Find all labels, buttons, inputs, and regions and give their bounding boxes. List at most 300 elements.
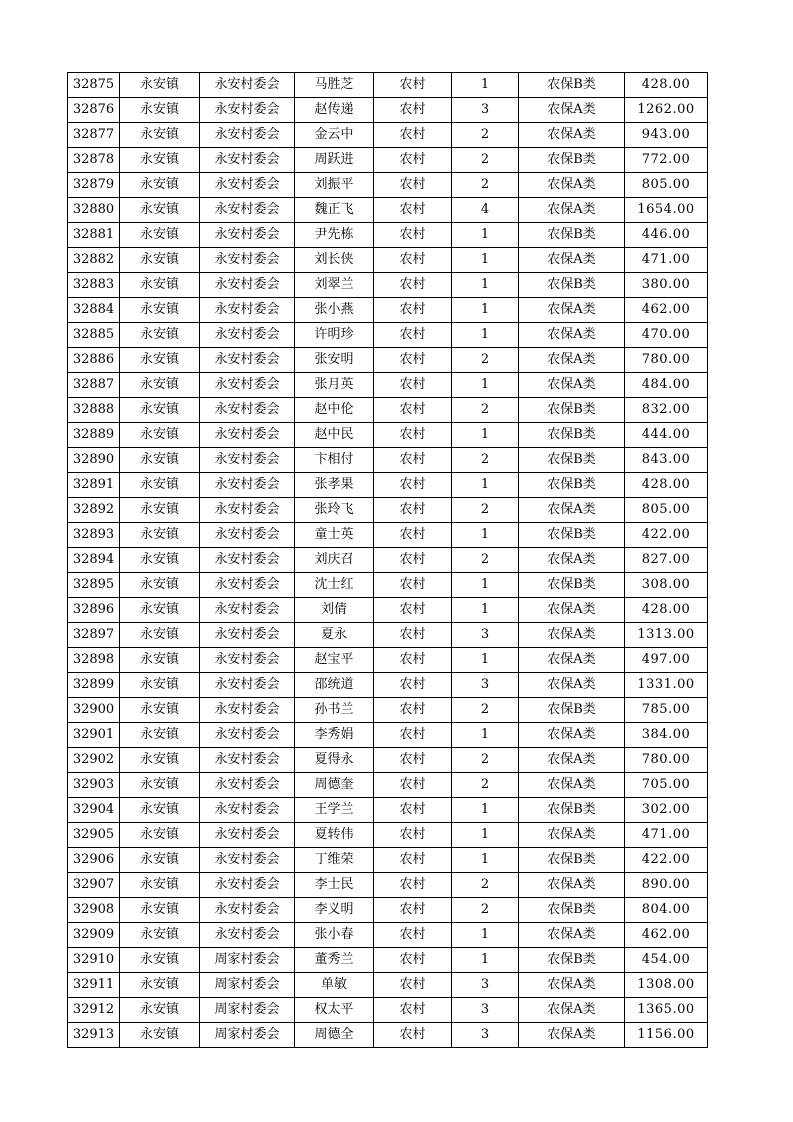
cell-category: 农保A类	[519, 748, 625, 773]
cell-category: 农保B类	[519, 273, 625, 298]
cell-village: 永安村委会	[200, 673, 295, 698]
cell-count: 1	[452, 648, 519, 673]
cell-count: 1	[452, 473, 519, 498]
cell-amount: 804.00	[625, 898, 708, 923]
cell-village: 永安村委会	[200, 923, 295, 948]
cell-village: 永安村委会	[200, 123, 295, 148]
cell-type: 农村	[374, 248, 452, 273]
cell-type: 农村	[374, 898, 452, 923]
table-row	[68, 223, 708, 248]
cell-name: 尹先栋	[295, 223, 374, 248]
cell-id: 32887	[68, 373, 120, 398]
table-row	[68, 73, 708, 98]
cell-name: 沈士红	[295, 573, 374, 598]
cell-count: 1	[452, 523, 519, 548]
table-row	[68, 798, 708, 823]
table-row	[68, 773, 708, 798]
cell-id: 32876	[68, 98, 120, 123]
table-row	[68, 1023, 708, 1048]
cell-type: 农村	[374, 998, 452, 1023]
cell-name: 张小燕	[295, 298, 374, 323]
cell-type: 农村	[374, 648, 452, 673]
cell-town: 永安镇	[120, 323, 200, 348]
cell-category: 农保B类	[519, 423, 625, 448]
cell-count: 2	[452, 548, 519, 573]
cell-town: 永安镇	[120, 823, 200, 848]
cell-count: 3	[452, 998, 519, 1023]
cell-name: 夏得永	[295, 748, 374, 773]
cell-village: 永安村委会	[200, 548, 295, 573]
cell-id: 32911	[68, 973, 120, 998]
cell-town: 永安镇	[120, 148, 200, 173]
cell-type: 农村	[374, 273, 452, 298]
cell-count: 2	[452, 398, 519, 423]
table-row	[68, 248, 708, 273]
cell-amount: 446.00	[625, 223, 708, 248]
cell-town: 永安镇	[120, 123, 200, 148]
cell-category: 农保A类	[519, 173, 625, 198]
table-row	[68, 123, 708, 148]
cell-id: 32899	[68, 673, 120, 698]
cell-type: 农村	[374, 498, 452, 523]
cell-category: 农保B类	[519, 898, 625, 923]
cell-village: 永安村委会	[200, 773, 295, 798]
cell-village: 永安村委会	[200, 448, 295, 473]
cell-village: 永安村委会	[200, 98, 295, 123]
cell-name: 刘长侠	[295, 248, 374, 273]
cell-count: 3	[452, 1023, 519, 1048]
cell-amount: 462.00	[625, 298, 708, 323]
table-row	[68, 598, 708, 623]
cell-category: 农保B类	[519, 523, 625, 548]
table-row	[68, 673, 708, 698]
cell-amount: 497.00	[625, 648, 708, 673]
cell-town: 永安镇	[120, 1023, 200, 1048]
cell-village: 永安村委会	[200, 848, 295, 873]
cell-count: 3	[452, 623, 519, 648]
cell-town: 永安镇	[120, 573, 200, 598]
cell-count: 4	[452, 198, 519, 223]
cell-name: 刘庆召	[295, 548, 374, 573]
cell-amount: 484.00	[625, 373, 708, 398]
cell-amount: 827.00	[625, 548, 708, 573]
cell-village: 永安村委会	[200, 823, 295, 848]
cell-type: 农村	[374, 773, 452, 798]
cell-category: 农保A类	[519, 648, 625, 673]
table-row	[68, 98, 708, 123]
cell-town: 永安镇	[120, 398, 200, 423]
cell-category: 农保B类	[519, 223, 625, 248]
cell-id: 32896	[68, 598, 120, 623]
cell-count: 1	[452, 923, 519, 948]
cell-id: 32878	[68, 148, 120, 173]
cell-category: 农保A类	[519, 373, 625, 398]
cell-category: 农保B类	[519, 148, 625, 173]
cell-type: 农村	[374, 673, 452, 698]
cell-count: 2	[452, 698, 519, 723]
cell-town: 永安镇	[120, 348, 200, 373]
cell-id: 32882	[68, 248, 120, 273]
cell-type: 农村	[374, 223, 452, 248]
cell-name: 周德全	[295, 1023, 374, 1048]
cell-category: 农保A类	[519, 973, 625, 998]
table-row	[68, 573, 708, 598]
cell-id: 32884	[68, 298, 120, 323]
cell-category: 农保B类	[519, 448, 625, 473]
cell-name: 李秀娟	[295, 723, 374, 748]
cell-count: 2	[452, 773, 519, 798]
cell-town: 永安镇	[120, 898, 200, 923]
cell-id: 32883	[68, 273, 120, 298]
cell-name: 张小春	[295, 923, 374, 948]
cell-village: 永安村委会	[200, 198, 295, 223]
cell-amount: 308.00	[625, 573, 708, 598]
cell-id: 32889	[68, 423, 120, 448]
cell-name: 魏正飞	[295, 198, 374, 223]
cell-village: 永安村委会	[200, 623, 295, 648]
cell-village: 永安村委会	[200, 698, 295, 723]
cell-amount: 890.00	[625, 873, 708, 898]
cell-category: 农保A类	[519, 248, 625, 273]
cell-type: 农村	[374, 398, 452, 423]
cell-village: 永安村委会	[200, 598, 295, 623]
cell-amount: 1654.00	[625, 198, 708, 223]
cell-type: 农村	[374, 948, 452, 973]
cell-amount: 428.00	[625, 73, 708, 98]
cell-town: 永安镇	[120, 923, 200, 948]
cell-id: 32906	[68, 848, 120, 873]
cell-id: 32886	[68, 348, 120, 373]
cell-town: 永安镇	[120, 848, 200, 873]
cell-category: 农保B类	[519, 698, 625, 723]
cell-amount: 780.00	[625, 348, 708, 373]
cell-id: 32903	[68, 773, 120, 798]
table-row	[68, 323, 708, 348]
table-row	[68, 473, 708, 498]
cell-type: 农村	[374, 423, 452, 448]
cell-type: 农村	[374, 823, 452, 848]
cell-amount: 1308.00	[625, 973, 708, 998]
cell-town: 永安镇	[120, 498, 200, 523]
cell-name: 马胜芝	[295, 73, 374, 98]
subsidy-roster-table	[67, 72, 708, 1048]
cell-count: 2	[452, 448, 519, 473]
cell-village: 永安村委会	[200, 323, 295, 348]
cell-category: 农保A类	[519, 123, 625, 148]
cell-name: 刘振平	[295, 173, 374, 198]
cell-amount: 471.00	[625, 823, 708, 848]
cell-type: 农村	[374, 973, 452, 998]
cell-name: 卞相付	[295, 448, 374, 473]
cell-amount: 1365.00	[625, 998, 708, 1023]
cell-village: 永安村委会	[200, 748, 295, 773]
cell-type: 农村	[374, 448, 452, 473]
table-row	[68, 973, 708, 998]
cell-count: 2	[452, 898, 519, 923]
cell-category: 农保A类	[519, 773, 625, 798]
cell-type: 农村	[374, 723, 452, 748]
cell-count: 1	[452, 723, 519, 748]
cell-name: 董秀兰	[295, 948, 374, 973]
cell-category: 农保B类	[519, 398, 625, 423]
cell-count: 2	[452, 873, 519, 898]
cell-town: 永安镇	[120, 973, 200, 998]
cell-village: 永安村委会	[200, 523, 295, 548]
cell-village: 永安村委会	[200, 348, 295, 373]
cell-name: 王学兰	[295, 798, 374, 823]
cell-category: 农保A类	[519, 923, 625, 948]
cell-amount: 805.00	[625, 173, 708, 198]
table-row	[68, 348, 708, 373]
cell-type: 农村	[374, 323, 452, 348]
cell-type: 农村	[374, 573, 452, 598]
cell-category: 农保A类	[519, 823, 625, 848]
table-row	[68, 548, 708, 573]
cell-count: 1	[452, 273, 519, 298]
cell-town: 永安镇	[120, 948, 200, 973]
cell-category: 农保B类	[519, 798, 625, 823]
cell-count: 1	[452, 848, 519, 873]
cell-type: 农村	[374, 148, 452, 173]
cell-count: 1	[452, 248, 519, 273]
cell-id: 32880	[68, 198, 120, 223]
cell-count: 1	[452, 948, 519, 973]
table-row	[68, 648, 708, 673]
cell-count: 1	[452, 323, 519, 348]
cell-id: 32885	[68, 323, 120, 348]
cell-id: 32904	[68, 798, 120, 823]
cell-amount: 832.00	[625, 398, 708, 423]
cell-id: 32894	[68, 548, 120, 573]
cell-id: 32891	[68, 473, 120, 498]
cell-town: 永安镇	[120, 273, 200, 298]
table-row	[68, 448, 708, 473]
cell-town: 永安镇	[120, 173, 200, 198]
cell-id: 32877	[68, 123, 120, 148]
cell-amount: 454.00	[625, 948, 708, 973]
table-body	[68, 73, 708, 1048]
cell-name: 刘翠兰	[295, 273, 374, 298]
cell-id: 32902	[68, 748, 120, 773]
table-row	[68, 923, 708, 948]
cell-name: 夏永	[295, 623, 374, 648]
cell-type: 农村	[374, 473, 452, 498]
table-row	[68, 998, 708, 1023]
cell-type: 农村	[374, 1023, 452, 1048]
cell-id: 32897	[68, 623, 120, 648]
cell-count: 1	[452, 598, 519, 623]
cell-village: 永安村委会	[200, 148, 295, 173]
cell-name: 单敏	[295, 973, 374, 998]
cell-town: 永安镇	[120, 223, 200, 248]
cell-name: 李士民	[295, 873, 374, 898]
cell-type: 农村	[374, 848, 452, 873]
cell-name: 张安明	[295, 348, 374, 373]
table-row	[68, 723, 708, 748]
cell-id: 32898	[68, 648, 120, 673]
cell-category: 农保A类	[519, 323, 625, 348]
cell-amount: 1262.00	[625, 98, 708, 123]
cell-amount: 428.00	[625, 473, 708, 498]
table-row	[68, 198, 708, 223]
cell-town: 永安镇	[120, 548, 200, 573]
cell-name: 丁维荣	[295, 848, 374, 873]
cell-town: 永安镇	[120, 523, 200, 548]
cell-category: 农保A类	[519, 598, 625, 623]
cell-town: 永安镇	[120, 698, 200, 723]
cell-amount: 422.00	[625, 523, 708, 548]
cell-category: 农保A类	[519, 548, 625, 573]
cell-id: 32893	[68, 523, 120, 548]
cell-id: 32895	[68, 573, 120, 598]
cell-id: 32908	[68, 898, 120, 923]
cell-village: 周家村委会	[200, 973, 295, 998]
cell-town: 永安镇	[120, 648, 200, 673]
cell-village: 永安村委会	[200, 873, 295, 898]
cell-village: 永安村委会	[200, 423, 295, 448]
table-row	[68, 698, 708, 723]
cell-town: 永安镇	[120, 723, 200, 748]
cell-amount: 1156.00	[625, 1023, 708, 1048]
cell-category: 农保A类	[519, 1023, 625, 1048]
cell-village: 永安村委会	[200, 498, 295, 523]
cell-town: 永安镇	[120, 298, 200, 323]
cell-id: 32879	[68, 173, 120, 198]
cell-count: 3	[452, 973, 519, 998]
cell-amount: 470.00	[625, 323, 708, 348]
cell-name: 李义明	[295, 898, 374, 923]
cell-category: 农保A类	[519, 998, 625, 1023]
cell-town: 永安镇	[120, 798, 200, 823]
cell-amount: 384.00	[625, 723, 708, 748]
table-row	[68, 523, 708, 548]
cell-name: 张玲飞	[295, 498, 374, 523]
cell-town: 永安镇	[120, 473, 200, 498]
cell-amount: 780.00	[625, 748, 708, 773]
cell-town: 永安镇	[120, 598, 200, 623]
cell-type: 农村	[374, 798, 452, 823]
cell-town: 永安镇	[120, 623, 200, 648]
cell-name: 赵中伦	[295, 398, 374, 423]
cell-name: 金云中	[295, 123, 374, 148]
cell-type: 农村	[374, 923, 452, 948]
cell-type: 农村	[374, 173, 452, 198]
cell-name: 许明珍	[295, 323, 374, 348]
cell-amount: 843.00	[625, 448, 708, 473]
cell-town: 永安镇	[120, 673, 200, 698]
cell-id: 32875	[68, 73, 120, 98]
cell-category: 农保B类	[519, 73, 625, 98]
cell-name: 张孝果	[295, 473, 374, 498]
cell-category: 农保A类	[519, 498, 625, 523]
cell-count: 1	[452, 423, 519, 448]
cell-name: 周跃进	[295, 148, 374, 173]
cell-village: 永安村委会	[200, 298, 295, 323]
table-row	[68, 373, 708, 398]
cell-amount: 785.00	[625, 698, 708, 723]
cell-amount: 428.00	[625, 598, 708, 623]
cell-category: 农保A类	[519, 348, 625, 373]
cell-id: 32901	[68, 723, 120, 748]
cell-name: 权太平	[295, 998, 374, 1023]
cell-type: 农村	[374, 523, 452, 548]
cell-type: 农村	[374, 698, 452, 723]
table-row	[68, 748, 708, 773]
cell-id: 32909	[68, 923, 120, 948]
cell-id: 32888	[68, 398, 120, 423]
cell-amount: 805.00	[625, 498, 708, 523]
cell-village: 永安村委会	[200, 798, 295, 823]
cell-count: 1	[452, 223, 519, 248]
table-row	[68, 623, 708, 648]
cell-town: 永安镇	[120, 423, 200, 448]
cell-id: 32881	[68, 223, 120, 248]
cell-name: 赵中民	[295, 423, 374, 448]
cell-village: 永安村委会	[200, 648, 295, 673]
table-row	[68, 873, 708, 898]
table-row	[68, 898, 708, 923]
cell-type: 农村	[374, 123, 452, 148]
cell-category: 农保A类	[519, 298, 625, 323]
cell-category: 农保A类	[519, 98, 625, 123]
cell-count: 2	[452, 148, 519, 173]
cell-category: 农保A类	[519, 723, 625, 748]
cell-name: 张月英	[295, 373, 374, 398]
table-row	[68, 273, 708, 298]
cell-id: 32892	[68, 498, 120, 523]
cell-town: 永安镇	[120, 448, 200, 473]
cell-type: 农村	[374, 198, 452, 223]
cell-town: 永安镇	[120, 998, 200, 1023]
cell-count: 3	[452, 98, 519, 123]
cell-village: 永安村委会	[200, 473, 295, 498]
table-row	[68, 148, 708, 173]
cell-name: 孙书兰	[295, 698, 374, 723]
cell-village: 永安村委会	[200, 898, 295, 923]
cell-category: 农保B类	[519, 573, 625, 598]
cell-name: 刘倩	[295, 598, 374, 623]
cell-count: 1	[452, 373, 519, 398]
cell-village: 永安村委会	[200, 248, 295, 273]
cell-amount: 705.00	[625, 773, 708, 798]
cell-count: 1	[452, 823, 519, 848]
cell-name: 周德奎	[295, 773, 374, 798]
cell-type: 农村	[374, 873, 452, 898]
cell-name: 夏转伟	[295, 823, 374, 848]
cell-count: 1	[452, 298, 519, 323]
cell-name: 童士英	[295, 523, 374, 548]
cell-village: 永安村委会	[200, 398, 295, 423]
cell-id: 32907	[68, 873, 120, 898]
table-row	[68, 498, 708, 523]
cell-amount: 943.00	[625, 123, 708, 148]
cell-type: 农村	[374, 623, 452, 648]
cell-village: 永安村委会	[200, 373, 295, 398]
cell-count: 1	[452, 798, 519, 823]
table-row	[68, 398, 708, 423]
cell-village: 周家村委会	[200, 998, 295, 1023]
cell-type: 农村	[374, 298, 452, 323]
cell-village: 永安村委会	[200, 273, 295, 298]
cell-town: 永安镇	[120, 748, 200, 773]
cell-amount: 1331.00	[625, 673, 708, 698]
cell-town: 永安镇	[120, 248, 200, 273]
cell-category: 农保B类	[519, 473, 625, 498]
cell-town: 永安镇	[120, 73, 200, 98]
cell-amount: 1313.00	[625, 623, 708, 648]
cell-name: 赵宝平	[295, 648, 374, 673]
cell-name: 邵统道	[295, 673, 374, 698]
